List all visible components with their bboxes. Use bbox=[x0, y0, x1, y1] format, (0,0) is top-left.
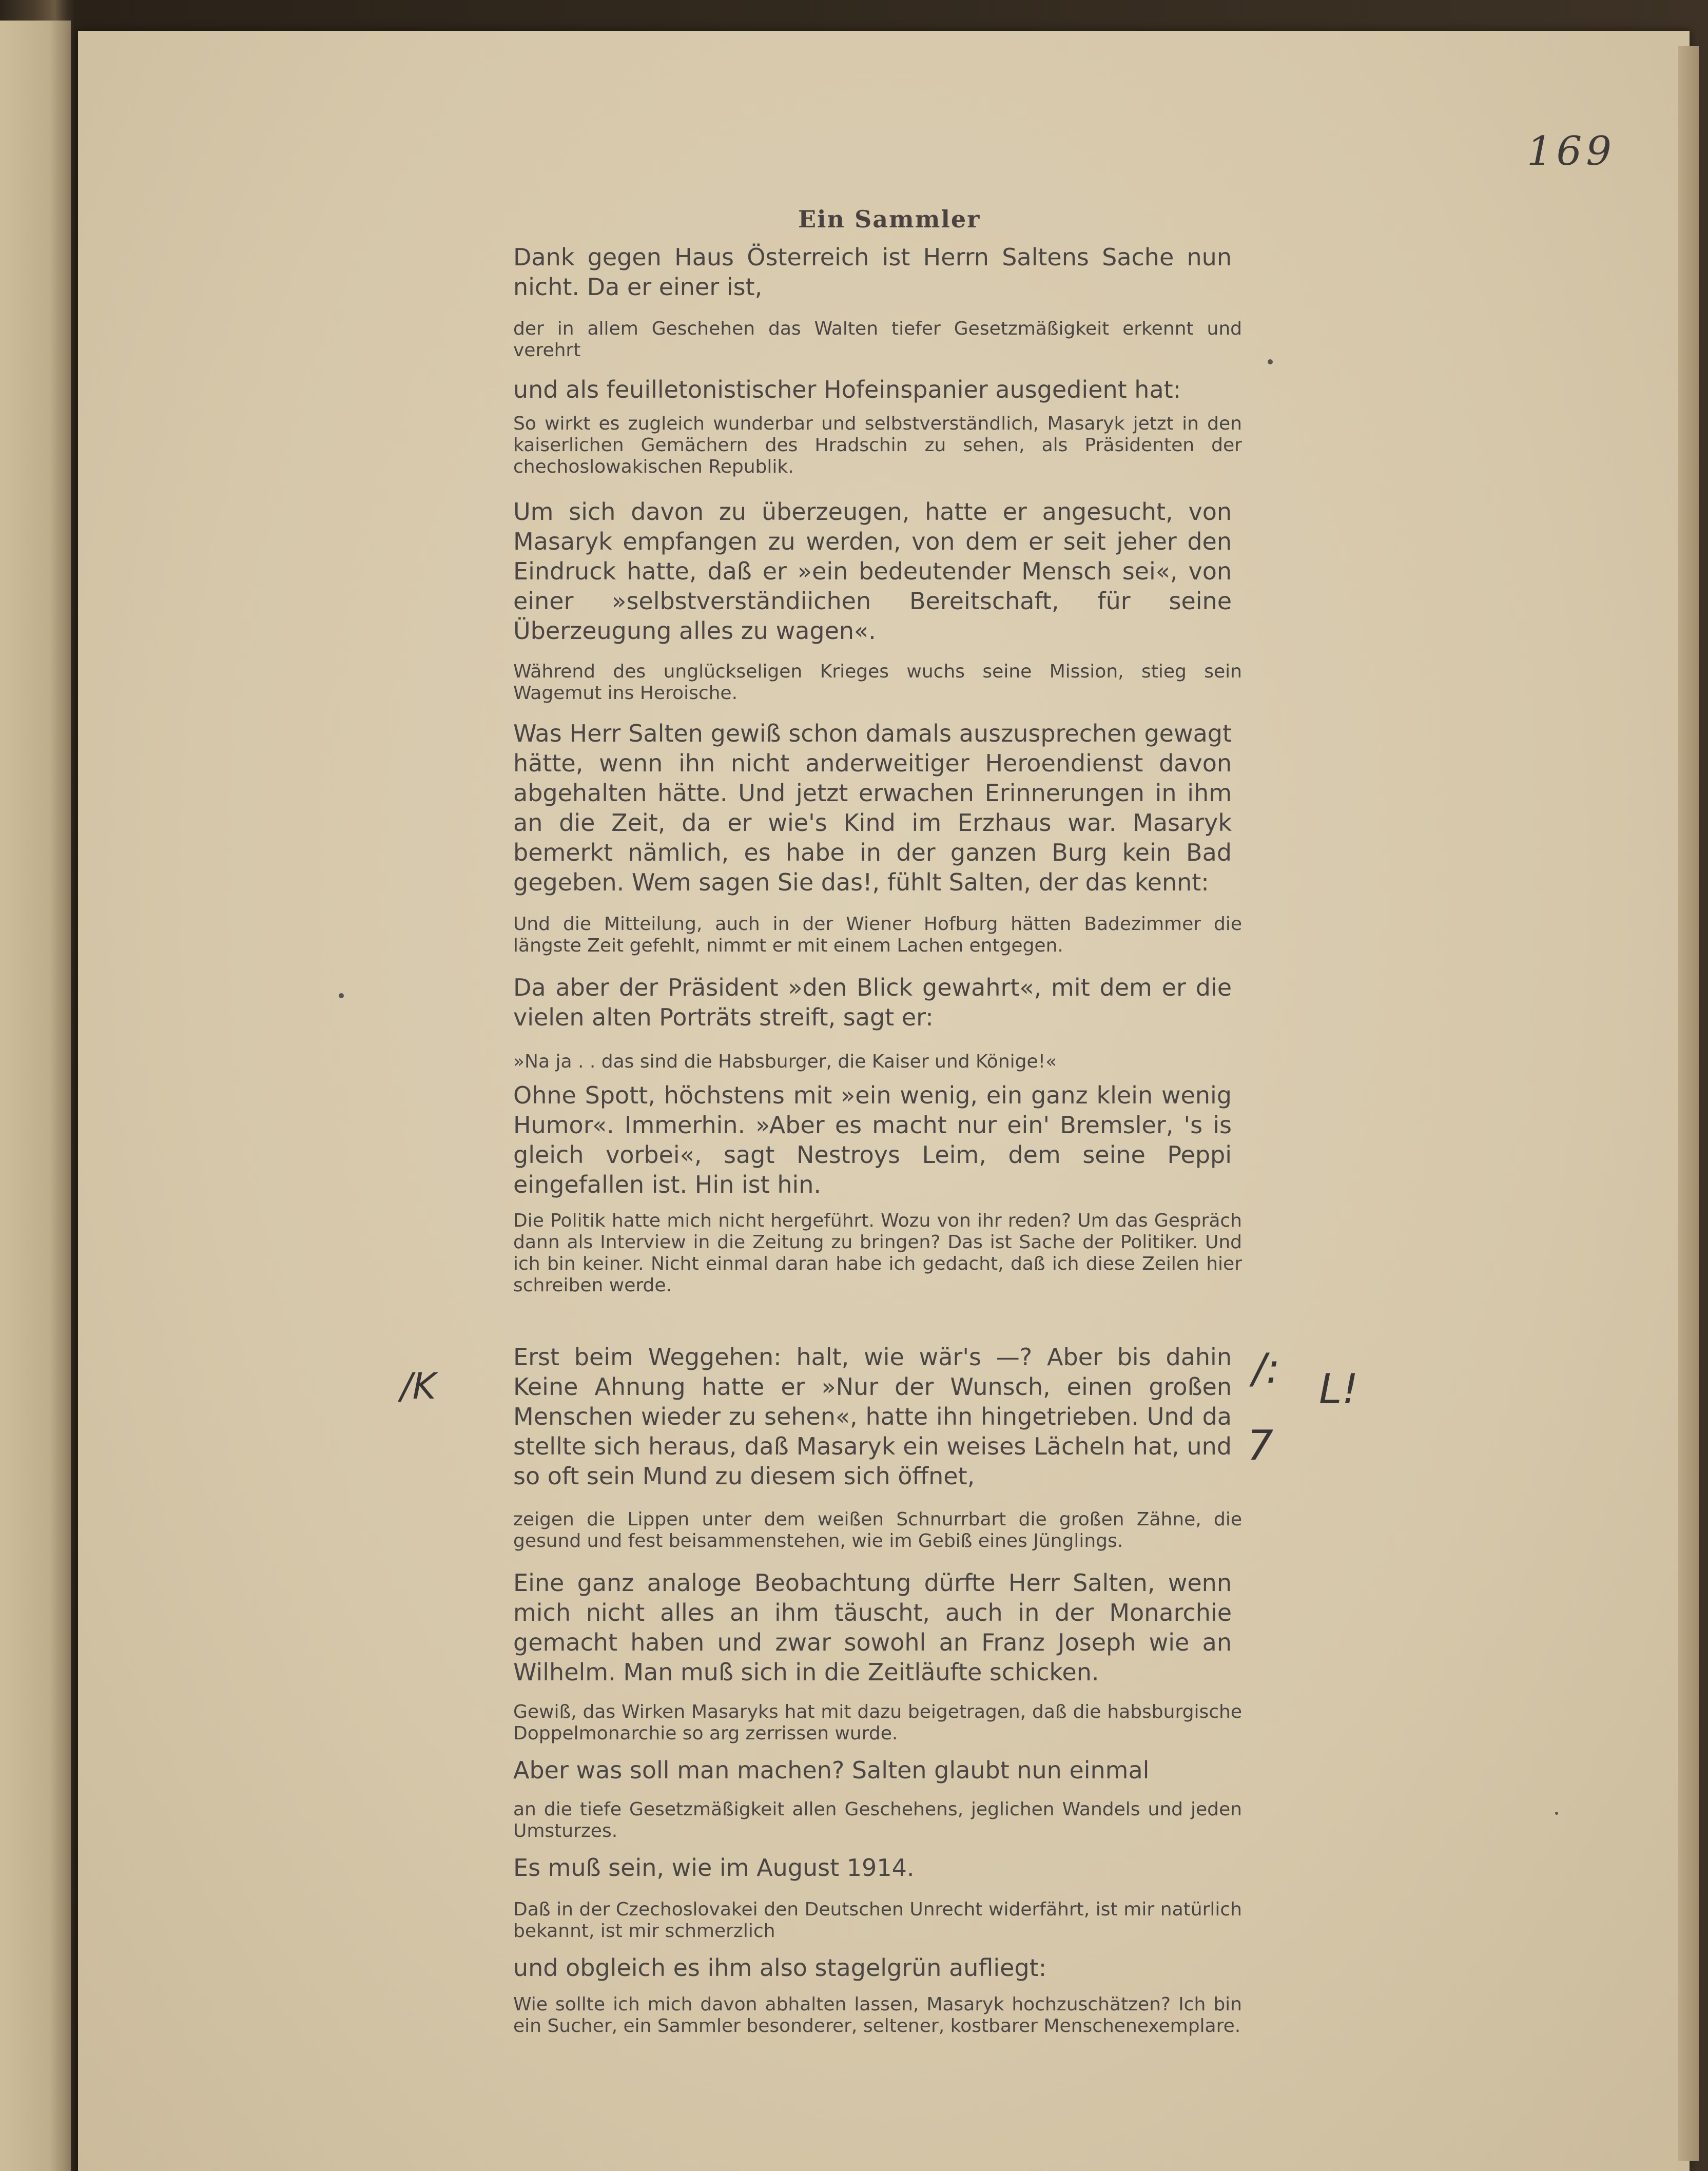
paragraph-12: Die Politik hatte mich nicht hergeführt. Wozu von ihr reden? Um das Gespräch dann als Interview in die Zeitung zu bringen? Das ist Sache der Politiker. Und ich bin keiner. Nicht einmal daran habe ich gedacht, daß ich diese Zeilen hier schreiben werde. bbox=[513, 1210, 1242, 1296]
paragraph-17: Aber was soll man machen? Salten glaubt nun einmal bbox=[513, 1756, 1150, 1784]
margin-mark-right-2: L! bbox=[1319, 1365, 1358, 1413]
paragraph-11: Ohne Spott, höchstens mit »ein wenig, ein ganz klein wenig Humor«. Immerhin. »Aber es macht nur ein' Bremsler, 's is gleich vorbei«, sagt Nestroys Leim, dem seine Peppi eingefallen ist. Hin ist hin. bbox=[513, 1081, 1232, 1198]
paragraph-8: Und die Mitteilung, auch in der Wiener Hofburg hätten Badezimmer die längste Zeit gefehlt, nimmt er mit einem Lachen entgegen. bbox=[513, 914, 1242, 956]
paragraph-6: Während des unglückseligen Krieges wuchs seine Mission, stieg sein Wagemut ins Heroische. bbox=[513, 661, 1242, 704]
paragraph-10: »Na ja . . das sind die Habsburger, die Kaiser und Könige!« bbox=[513, 1051, 1057, 1072]
margin-mark-right-1: /: bbox=[1252, 1345, 1280, 1392]
ink-speck bbox=[339, 993, 344, 998]
paragraph-20: Daß in der Czechoslovakei den Deutschen Unrecht widerfährt, ist mir natürlich bekannt, ist mir schmerzlich bbox=[513, 1899, 1242, 1942]
paragraph-14: zeigen die Lippen unter dem weißen Schnurrbart die großen Zähne, die gesund und fest beisammenstehen, wie im Gebiß eines Jünglings. bbox=[513, 1509, 1242, 1552]
page-stack-edge bbox=[1678, 46, 1699, 2161]
paragraph-5: Um sich davon zu überzeugen, hatte er angesucht, von Masaryk empfangen zu werden, von dem er seit jeher den Eindruck hatte, daß er »ein bedeutender Mensch sei«, von einer »selbstverständiichen Bereitschaft, für seine Überzeugung alles zu wagen«. bbox=[513, 498, 1232, 645]
paragraph-7: Was Herr Salten gewiß schon damals auszusprechen gewagt hätte, wenn ihn nicht anderweitiger Heroendienst davon abgehalten hätte. Und jetzt erwachen Erinnerungen in ihm an die Zeit, da er wie's Kind im Erzhaus war. Masaryk bemerkt nämlich, es habe in der ganzen Burg kein Bad gegeben. Wem sagen Sie das!, fühlt Salten, der das kennt: bbox=[513, 720, 1232, 896]
ink-speck bbox=[1268, 359, 1273, 364]
paragraph-9: Da aber der Präsident »den Blick gewahrt«, mit dem er die vielen alten Porträts streift, sagt er: bbox=[513, 974, 1232, 1031]
facing-page-edge bbox=[0, 21, 71, 2171]
ink-speck bbox=[1555, 1812, 1558, 1815]
paragraph-18: an die tiefe Gesetzmäßigkeit allen Geschehens, jeglichen Wandels und jeden Umsturzes. bbox=[513, 1799, 1242, 1842]
paragraph-15: Eine ganz analoge Beobachtung dürfte Herr Salten, wenn mich nicht alles an ihm täuscht, auch in der Monarchie gemacht haben und zwar sowohl an Franz Joseph wie an Wilhelm. Man muß sich in die Zeitläufte schicken. bbox=[513, 1569, 1232, 1686]
paragraph-1: Dank gegen Haus Österreich ist Herrn Saltens Sache nun nicht. Da er einer ist, bbox=[513, 243, 1232, 301]
paragraph-22: Wie sollte ich mich davon abhalten lassen, Masaryk hochzuschätzen? Ich bin ein Sucher, ein Sammler besonderer, seltener, kostbarer Menschenexemplare. bbox=[513, 1994, 1242, 2037]
page-title: Ein Sammler bbox=[798, 205, 981, 233]
paragraph-16: Gewiß, das Wirken Masaryks hat mit dazu beigetragen, daß die habsburgische Doppelmonarchie so arg zerrissen wurde. bbox=[513, 1701, 1242, 1744]
paragraph-21: und obgleich es ihm also stagelgrün aufliegt: bbox=[513, 1954, 1047, 1982]
paragraph-3: und als feuilletonistischer Hofeinspanier ausgedient hat: bbox=[513, 376, 1181, 403]
margin-mark-left: /K bbox=[400, 1365, 436, 1407]
paragraph-2: der in allem Geschehen das Walten tiefer Gesetzmäßigkeit erkennt und verehrt bbox=[513, 318, 1242, 361]
page-number: 169 bbox=[1527, 128, 1616, 175]
paragraph-13: Erst beim Weggehen: halt, wie wär's —? Aber bis dahin Keine Ahnung hatte er »Nur der Wunsch, einen großen Menschen wieder zu sehen«, hatte ihn hingetrieben. Und da stellte sich heraus, daß Masaryk ein weises Lächeln hat, und so oft sein Mund zu diesem sich öffnet, bbox=[513, 1343, 1232, 1490]
paragraph-4: So wirkt es zugleich wunderbar und selbstverständlich, Masaryk jetzt in den kaiserlichen Gemächern des Hradschin zu sehen, als Präsidenten der chechoslowakischen Republik. bbox=[513, 413, 1242, 477]
margin-mark-right-3: 7 bbox=[1247, 1422, 1273, 1469]
paragraph-19: Es muß sein, wie im August 1914. bbox=[513, 1854, 915, 1882]
